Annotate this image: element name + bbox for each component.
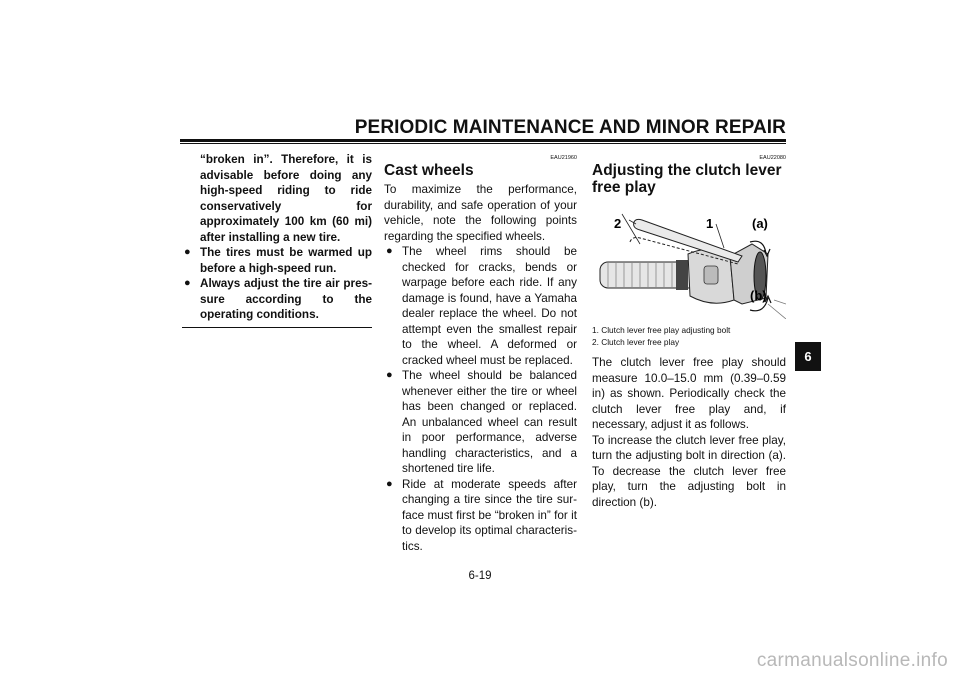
warning-bullet-text: The tires must be warmed up before a high-speed run. [200, 246, 372, 275]
bullet-icon: ● [184, 277, 191, 289]
section-intro: To maximize the performance, durability, and safe operation of your vehicle, note the following points regarding the specified wheels. [384, 183, 577, 243]
header-rule [180, 139, 786, 142]
figure-captions [592, 325, 786, 348]
clutch-lever-figure [592, 204, 786, 319]
bullet-icon: ● [184, 246, 191, 258]
figure-label-b: (b) [750, 288, 767, 303]
caption-item: 1. Clutch lever free play adjusting bolt [592, 325, 731, 335]
list-item [384, 477, 577, 555]
page-number: 6-19 [468, 570, 492, 582]
body-paragraph: To increase the clutch lever free play, turn the adjusting bolt in direction (a). To decrease the clutch lever free play, turn the adjusting bolt in direction (b). [592, 433, 786, 509]
section-code: EAU21960 [550, 155, 577, 161]
section-heading: Adjusting the clutch lever free play [592, 162, 782, 196]
list-item [384, 368, 577, 477]
list-item-text: The wheel should be balanced whenever either the tire or wheel has been changed or replaced. An unbalanced wheel can result in poor performance, adverse handling characteristics, and a shortened tire life. [402, 369, 577, 475]
bullet-icon: ● [386, 245, 393, 257]
figure-label-a: (a) [752, 216, 768, 231]
warning-bullet-text: Always adjust the tire air pressure according to the operating conditions. [200, 277, 372, 321]
section-code: EAU22080 [759, 155, 786, 161]
clutch-section [592, 152, 786, 510]
body-paragraph: The clutch lever free play should measure 10.0–15.0 mm (0.39–0.59 in) as shown. Periodically check the clutch lever free play and, if necessary, adjust it as follows. [592, 356, 786, 431]
page-title: PERIODIC MAINTENANCE AND MINOR REPAIR [354, 117, 786, 138]
section-heading: Cast wheels [384, 162, 474, 179]
bullet-icon: ● [386, 477, 393, 490]
warning-end-rule [182, 327, 372, 329]
header-rule-thin [180, 143, 786, 144]
list-item-text: Ride at moderate speeds after changing a tire since the tire surface must first be “broken in” for it to develop its optimal characteristics. [402, 477, 577, 553]
cast-wheels-section [384, 152, 577, 554]
warning-bullet [182, 276, 372, 323]
warning-continued-text: “broken in”. Therefore, it is advisable before doing any high-speed riding to ride conservatively for approximately 100 km (60 mi) after installing a new tire. [200, 153, 372, 244]
list-item-text: The wheel rims should be checked for cracks, bends or warpage before each ride. If any damage is found, have a Yamaha dealer replace the wheel. Do not attempt even the smallest repair to the wheel. A deformed or cracked wheel must be replaced. [402, 245, 577, 367]
bullet-icon: ● [386, 369, 393, 381]
chapter-tab: 6 [795, 342, 821, 371]
warning-column [182, 152, 372, 328]
clutch-lever-illustration [592, 204, 786, 319]
watermark: carmanualsonline.info [756, 650, 948, 671]
caption-item: 2. Clutch lever free play [592, 336, 680, 347]
figure-label-1: 1 [706, 216, 714, 231]
list-item [384, 244, 577, 368]
figure-label-2: 2 [614, 216, 622, 231]
warning-bullet [182, 245, 372, 276]
